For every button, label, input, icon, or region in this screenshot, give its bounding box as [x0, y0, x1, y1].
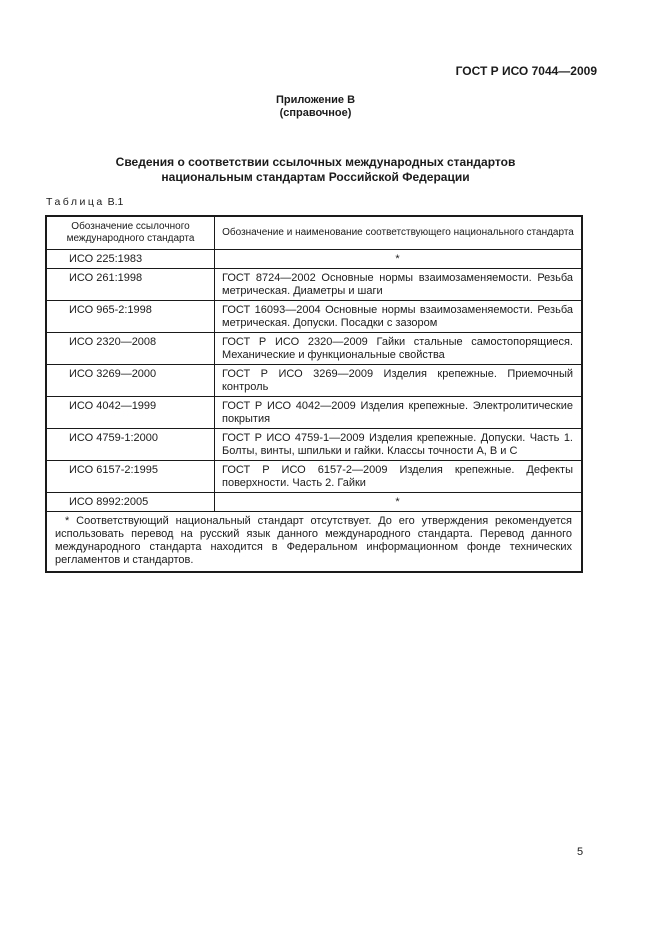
table-row: [46, 269, 582, 301]
table-row: [46, 365, 582, 397]
table-row: [46, 250, 582, 269]
table-row: [46, 429, 582, 461]
appendix-title: Приложение В: [275, 94, 356, 106]
national-standard-cell: ГОСТ Р ИСО 4042—2009 Изделия крепежные. Электролитические покрытия: [215, 397, 583, 429]
column-header-reference-standard: Обозначение ссылочного международного стандарта: [46, 216, 215, 250]
reference-standard-cell: ИСО 4042—1999: [46, 397, 215, 429]
table-row: [46, 301, 582, 333]
appendix-heading: [0, 94, 631, 119]
table-row: [46, 397, 582, 429]
appendix-subtitle: (справочное): [279, 106, 352, 119]
section-title-line1: Сведения о соответствии ссылочных международных стандартов: [115, 155, 516, 169]
table-body: [46, 250, 582, 573]
national-standard-cell: ГОСТ Р ИСО 6157-2—2009 Изделия крепежные. Дефекты поверхности. Часть 2. Гайки: [215, 461, 583, 493]
reference-standard-cell: ИСО 6157-2:1995: [46, 461, 215, 493]
table-row: [46, 493, 582, 512]
table-header: [46, 216, 582, 250]
reference-standard-cell: ИСО 3269—2000: [46, 365, 215, 397]
section-title-line2: национальным стандартам Российской Федерации: [161, 169, 470, 184]
reference-standard-cell: ИСО 225:1983: [46, 250, 215, 269]
table-caption-number: В.1: [107, 196, 124, 208]
table-row: [46, 461, 582, 493]
national-standard-cell: ГОСТ 16093—2004 Основные нормы взаимозаменяемости. Резьба метрическая. Допуски. Посадки с зазором: [215, 301, 583, 333]
table-row: [46, 333, 582, 365]
reference-standard-cell: ИСО 965-2:1998: [46, 301, 215, 333]
table-footnote: * Соответствующий национальный стандарт отсутствует. До его утверждения рекомендуется использовать перевод на русский язык данного международного стандарта. Перевод данного международного стандарта находится в Федеральном информационном фонде технических регламентов и стандартов.: [46, 512, 582, 573]
national-standard-cell: *: [215, 250, 583, 269]
table-header-row: [46, 216, 582, 250]
column-header-national-standard: Обозначение и наименование соответствующего национального стандарта: [215, 216, 583, 250]
table-footnote-row: [46, 512, 582, 573]
table-caption: [46, 196, 123, 208]
document-code-header: ГОСТ Р ИСО 7044—2009: [455, 64, 597, 78]
national-standard-cell: ГОСТ Р ИСО 3269—2009 Изделия крепежные. Приемочный контроль: [215, 365, 583, 397]
page-number: 5: [576, 846, 584, 858]
section-title: [0, 155, 631, 184]
reference-standard-cell: ИСО 4759-1:2000: [46, 429, 215, 461]
national-standard-cell: ГОСТ 8724—2002 Основные нормы взаимозаменяемости. Резьба метрическая. Диаметры и шаги: [215, 269, 583, 301]
reference-standard-cell: ИСО 2320—2008: [46, 333, 215, 365]
national-standard-cell: *: [215, 493, 583, 512]
reference-standard-cell: ИСО 261:1998: [46, 269, 215, 301]
national-standard-cell: ГОСТ Р ИСО 4759-1—2009 Изделия крепежные. Допуски. Часть 1. Болты, винты, шпильки и гайки. Классы точности А, В и С: [215, 429, 583, 461]
national-standard-cell: ГОСТ Р ИСО 2320—2009 Гайки стальные самостопорящиеся. Механические и функциональные свойства: [215, 333, 583, 365]
table-caption-word: Таблица: [46, 196, 105, 208]
standards-correspondence-table: [45, 215, 583, 573]
reference-standard-cell: ИСО 8992:2005: [46, 493, 215, 512]
